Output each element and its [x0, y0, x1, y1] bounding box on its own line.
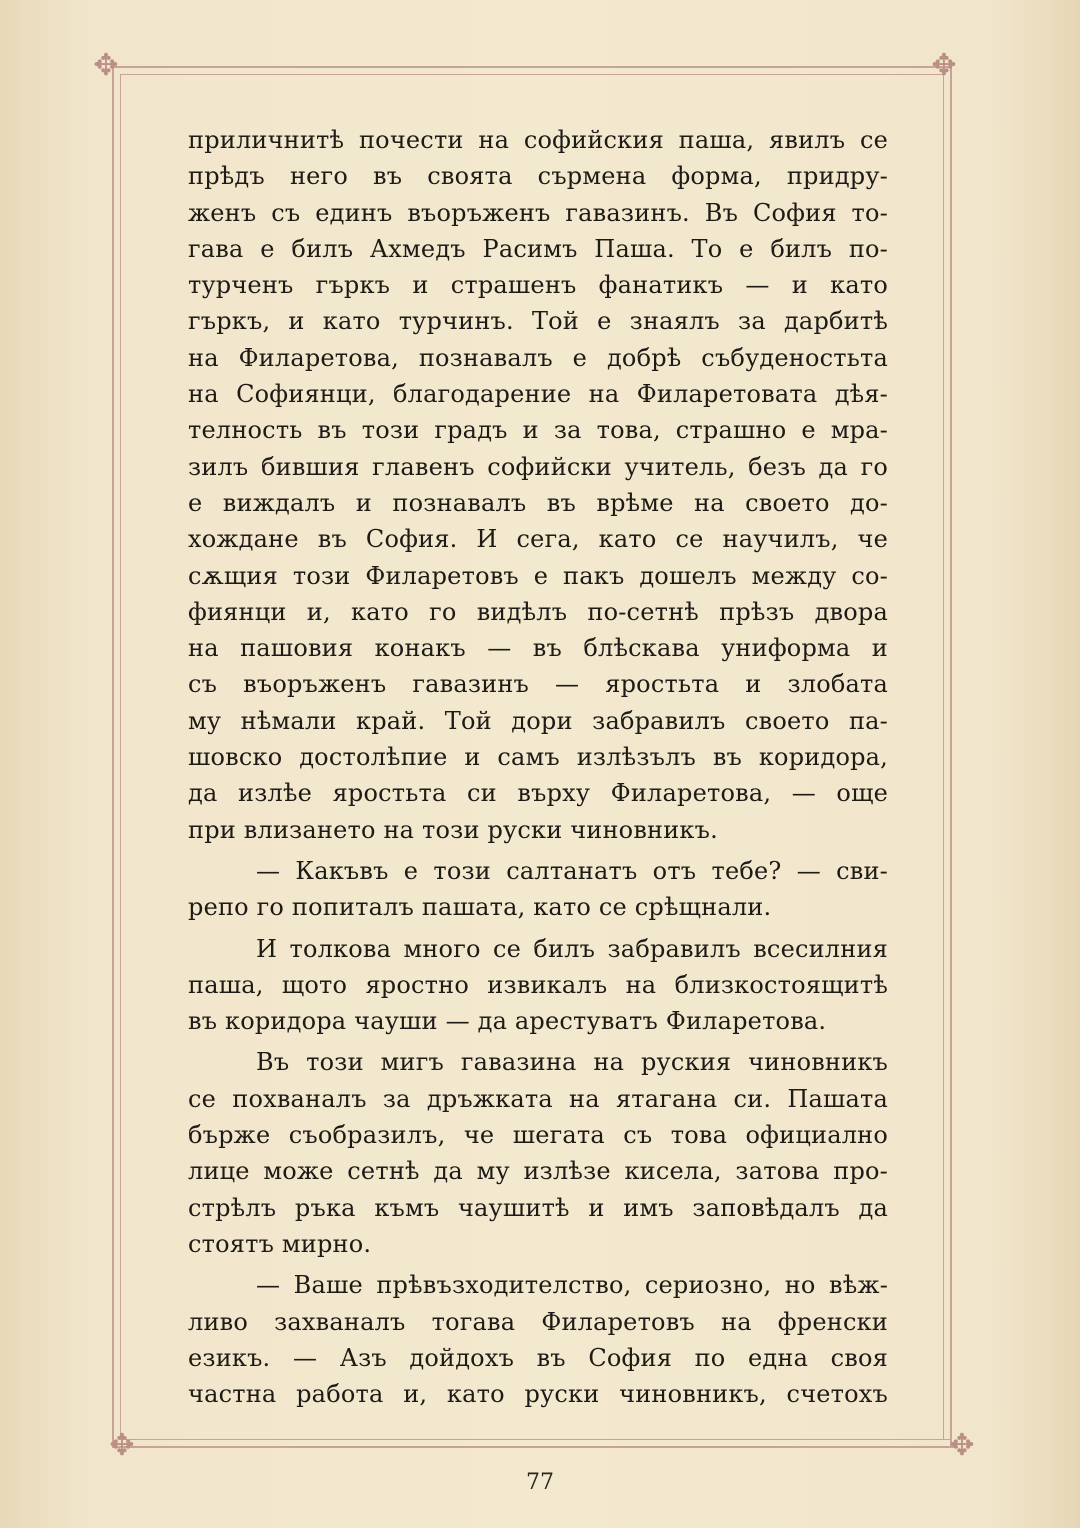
text-line: И толкова много се билъ забравилъ всесилния [256, 934, 888, 963]
frame-left-outer [112, 66, 114, 1448]
text-line: гава е билъ Ахмедъ Расимъ Паша. То е билъ по- [188, 234, 888, 263]
text-line: стрѣлъ ръка къмъ чаушитѣ и имъ заповѣдалъ да [188, 1193, 888, 1222]
corner-ornament-bottom-right-icon: ✥ [949, 1428, 975, 1463]
frame-left-inner [120, 74, 121, 1440]
text-line: лице може сетнѣ да му излѣзе кисела, затова про- [188, 1157, 888, 1186]
text-line: репо го попиталъ пашата, като се срѣщнали. [188, 893, 772, 922]
text-line: женъ съ единъ въоръженъ гавазинъ. Въ София то- [188, 198, 888, 227]
text-line: сѫщия този Филаретовъ е пакъ дошелъ между со- [188, 561, 888, 590]
text-line: телность въ този градъ и за това, страшно е мра- [188, 416, 888, 445]
text-line: — Какъвъ е този салтанатъ отъ тебе? — сви- [256, 856, 888, 885]
page-number: 77 [526, 1470, 554, 1495]
text-line: приличнитѣ почести на софийския паша, явилъ се [188, 126, 888, 154]
frame-top-outer [112, 66, 952, 68]
body-text [188, 122, 888, 1412]
text-line: да излѣе яростьта си върху Филаретова, — още [188, 779, 888, 808]
frame-top-inner [120, 74, 944, 75]
text-line: се похваналъ за дръжката на ятагана си. Пашата [188, 1084, 888, 1113]
frame-bottom-inner [120, 1439, 950, 1440]
text-line: на пашовия конакъ — въ блѣскава униформа и [188, 634, 888, 663]
text-line: фиянци и, като го видѣлъ по-сетнѣ прѣзъ двора [188, 597, 888, 626]
text-line: прѣдъ него въ своята сърмена форма, придру- [188, 162, 888, 191]
frame-right-inner [943, 74, 944, 1440]
frame-right-outer [950, 66, 952, 1448]
text-line: стоятъ мирно. [188, 1229, 372, 1258]
frame-bottom-outer [112, 1446, 958, 1448]
text-line: при влизането на този руски чиновникъ. [188, 815, 718, 844]
text-line: на Софиянци, благодарение на Филаретовата дѣя- [188, 380, 888, 409]
text-line: зилъ бившия главенъ софийски учитель, безъ да го [188, 452, 888, 481]
text-line: турченъ гъркъ и страшенъ фанатикъ — и като [188, 271, 888, 300]
corner-ornament-bottom-left-icon: ✥ [109, 1428, 135, 1463]
text-line: на Филаретова, познавалъ е добрѣ събуденостьта [188, 343, 888, 372]
text-line: съ въоръженъ гавазинъ — яростьта и злобата [188, 670, 888, 699]
text-line: бърже съобразилъ, че шегата съ това официално [188, 1121, 888, 1150]
corner-ornament-top-right-icon: ✥ [931, 48, 957, 83]
text-line: Въ този мигъ гавазина на руския чиновникъ [256, 1048, 888, 1077]
text-line: въ коридора чауши — да арестуватъ Филаретова. [188, 1007, 827, 1036]
text-line: частна работа и, като руски чиновникъ, счетохъ [188, 1380, 888, 1409]
text-line: хождане въ София. И сега, като се научилъ, че [188, 525, 888, 554]
text-line: — Ваше прѣвъзходителство, сериозно, но вѣж- [256, 1271, 888, 1300]
text-line: гъркъ, и като турчинъ. Той е знаялъ за дарбитѣ [188, 307, 888, 336]
text-line: е виждалъ и познавалъ въ врѣме на своето до- [188, 488, 888, 517]
text-line: паша, щото яростно извикалъ на близкостоящитѣ [188, 970, 888, 999]
text-line: му нѣмали край. Той дори забравилъ своето па- [188, 706, 888, 735]
text-line: ливо захваналъ тогава Филаретовъ на френски [188, 1307, 888, 1336]
text-line: шовско достолѣпие и самъ излѣзълъ въ коридора, [188, 743, 888, 772]
corner-ornament-top-left-icon: ✥ [93, 48, 119, 83]
text-line: езикъ. — Азъ дойдохъ въ София по една своя [188, 1343, 888, 1372]
